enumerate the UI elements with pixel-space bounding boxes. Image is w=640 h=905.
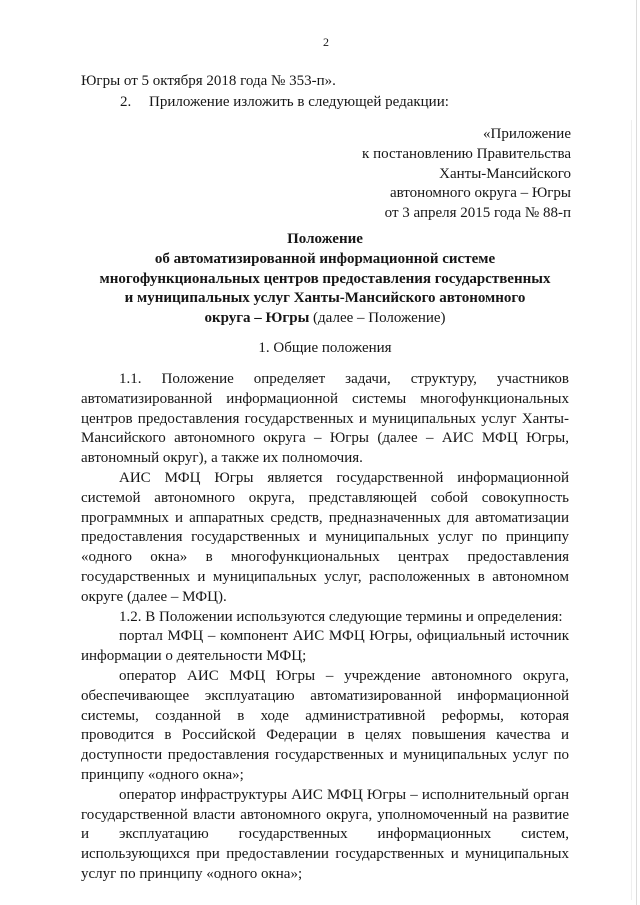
- intro-item-text: Приложение изложить в следующей редакции:: [149, 94, 449, 110]
- title-line-1: Положение: [287, 231, 363, 247]
- title-line-5-bold: округа – Югры: [204, 310, 310, 327]
- paragraph-ais-definition: АИС МФЦ Югры является государственной информационной системой автономного округа, представляющей собой совокупность программных и аппаратных средств, предназначенных для автоматизации предоставления государственных и муниципальных услуг по принципу «одного окна» в многофункциональных центрах предоставления государственных и муниципальных услуг, расположенных в автономном округе (далее – МФЦ).: [81, 469, 569, 605]
- appendix-line-4: автономного округа – Югры: [389, 185, 571, 202]
- appendix-line-5: от 3 апреля 2015 года № 88-п: [384, 205, 571, 222]
- title-line-5-normal: (далее – Положение): [309, 310, 446, 327]
- appendix-line-3: Ханты-Мансийского: [439, 165, 571, 182]
- title-line-2: об автоматизированной информационной системе: [154, 250, 496, 267]
- section-heading: 1. Общие положения: [258, 340, 392, 356]
- appendix-header: [362, 125, 571, 224]
- appendix-line-2: к постановлению Правительства: [362, 145, 571, 162]
- scan-edge-shadow: [631, 120, 632, 900]
- paragraph-operator-term: оператор АИС МФЦ Югры – учреждение автономного округа, обеспечивающее эксплуатацию автоматизированной информационной системы, созданной в ходе административной реформы, которая проводится в Российской Федерации в целях повышения качества и доступности предоставления государственных и муниципальных услуг по принципу «одного окна»;: [81, 667, 569, 783]
- title-line-4: и муниципальных услуг Ханты-Мансийского автономного: [124, 290, 526, 307]
- paragraph-1-1: 1.1. Положение определяет задачи, структуру, участников автоматизированной информационной системы многофункциональных центров предоставления государственных и муниципальных услуг Ханты-Мансийского автономного округа – Югры (далее – АИС МФЦ Югры, автономный округ), а также их полномочия.: [81, 371, 569, 467]
- body-text: [81, 370, 569, 885]
- paragraph-portal-term: портал МФЦ – компонент АИС МФЦ Югры, официальный источник информации о деятельности МФЦ;: [81, 628, 569, 665]
- intro-item: [120, 93, 449, 113]
- paragraph-1-2: 1.2. В Положении используются следующие термины и определения:: [119, 608, 563, 625]
- scan-edge: [636, 0, 637, 905]
- appendix-line-1: «Приложение: [482, 126, 571, 142]
- intro-item-number: 2.: [120, 94, 132, 110]
- document-title: [90, 230, 560, 329]
- intro-continuation: Югры от 5 октября 2018 года № 353-п».: [81, 73, 336, 89]
- title-line-3: многофункциональных центров предоставления государственных: [99, 270, 551, 287]
- paragraph-infrastructure-operator-term: оператор инфраструктуры АИС МФЦ Югры – исполнительный орган государственной власти автономного округа, уполномоченный на развитие и эксплуатацию государственных информационных систем, использующихся при предоставлении государственных и муниципальных услуг по принципу «одного окна»;: [81, 786, 569, 882]
- title-line-5: [90, 309, 560, 329]
- page-number: 2: [323, 35, 329, 49]
